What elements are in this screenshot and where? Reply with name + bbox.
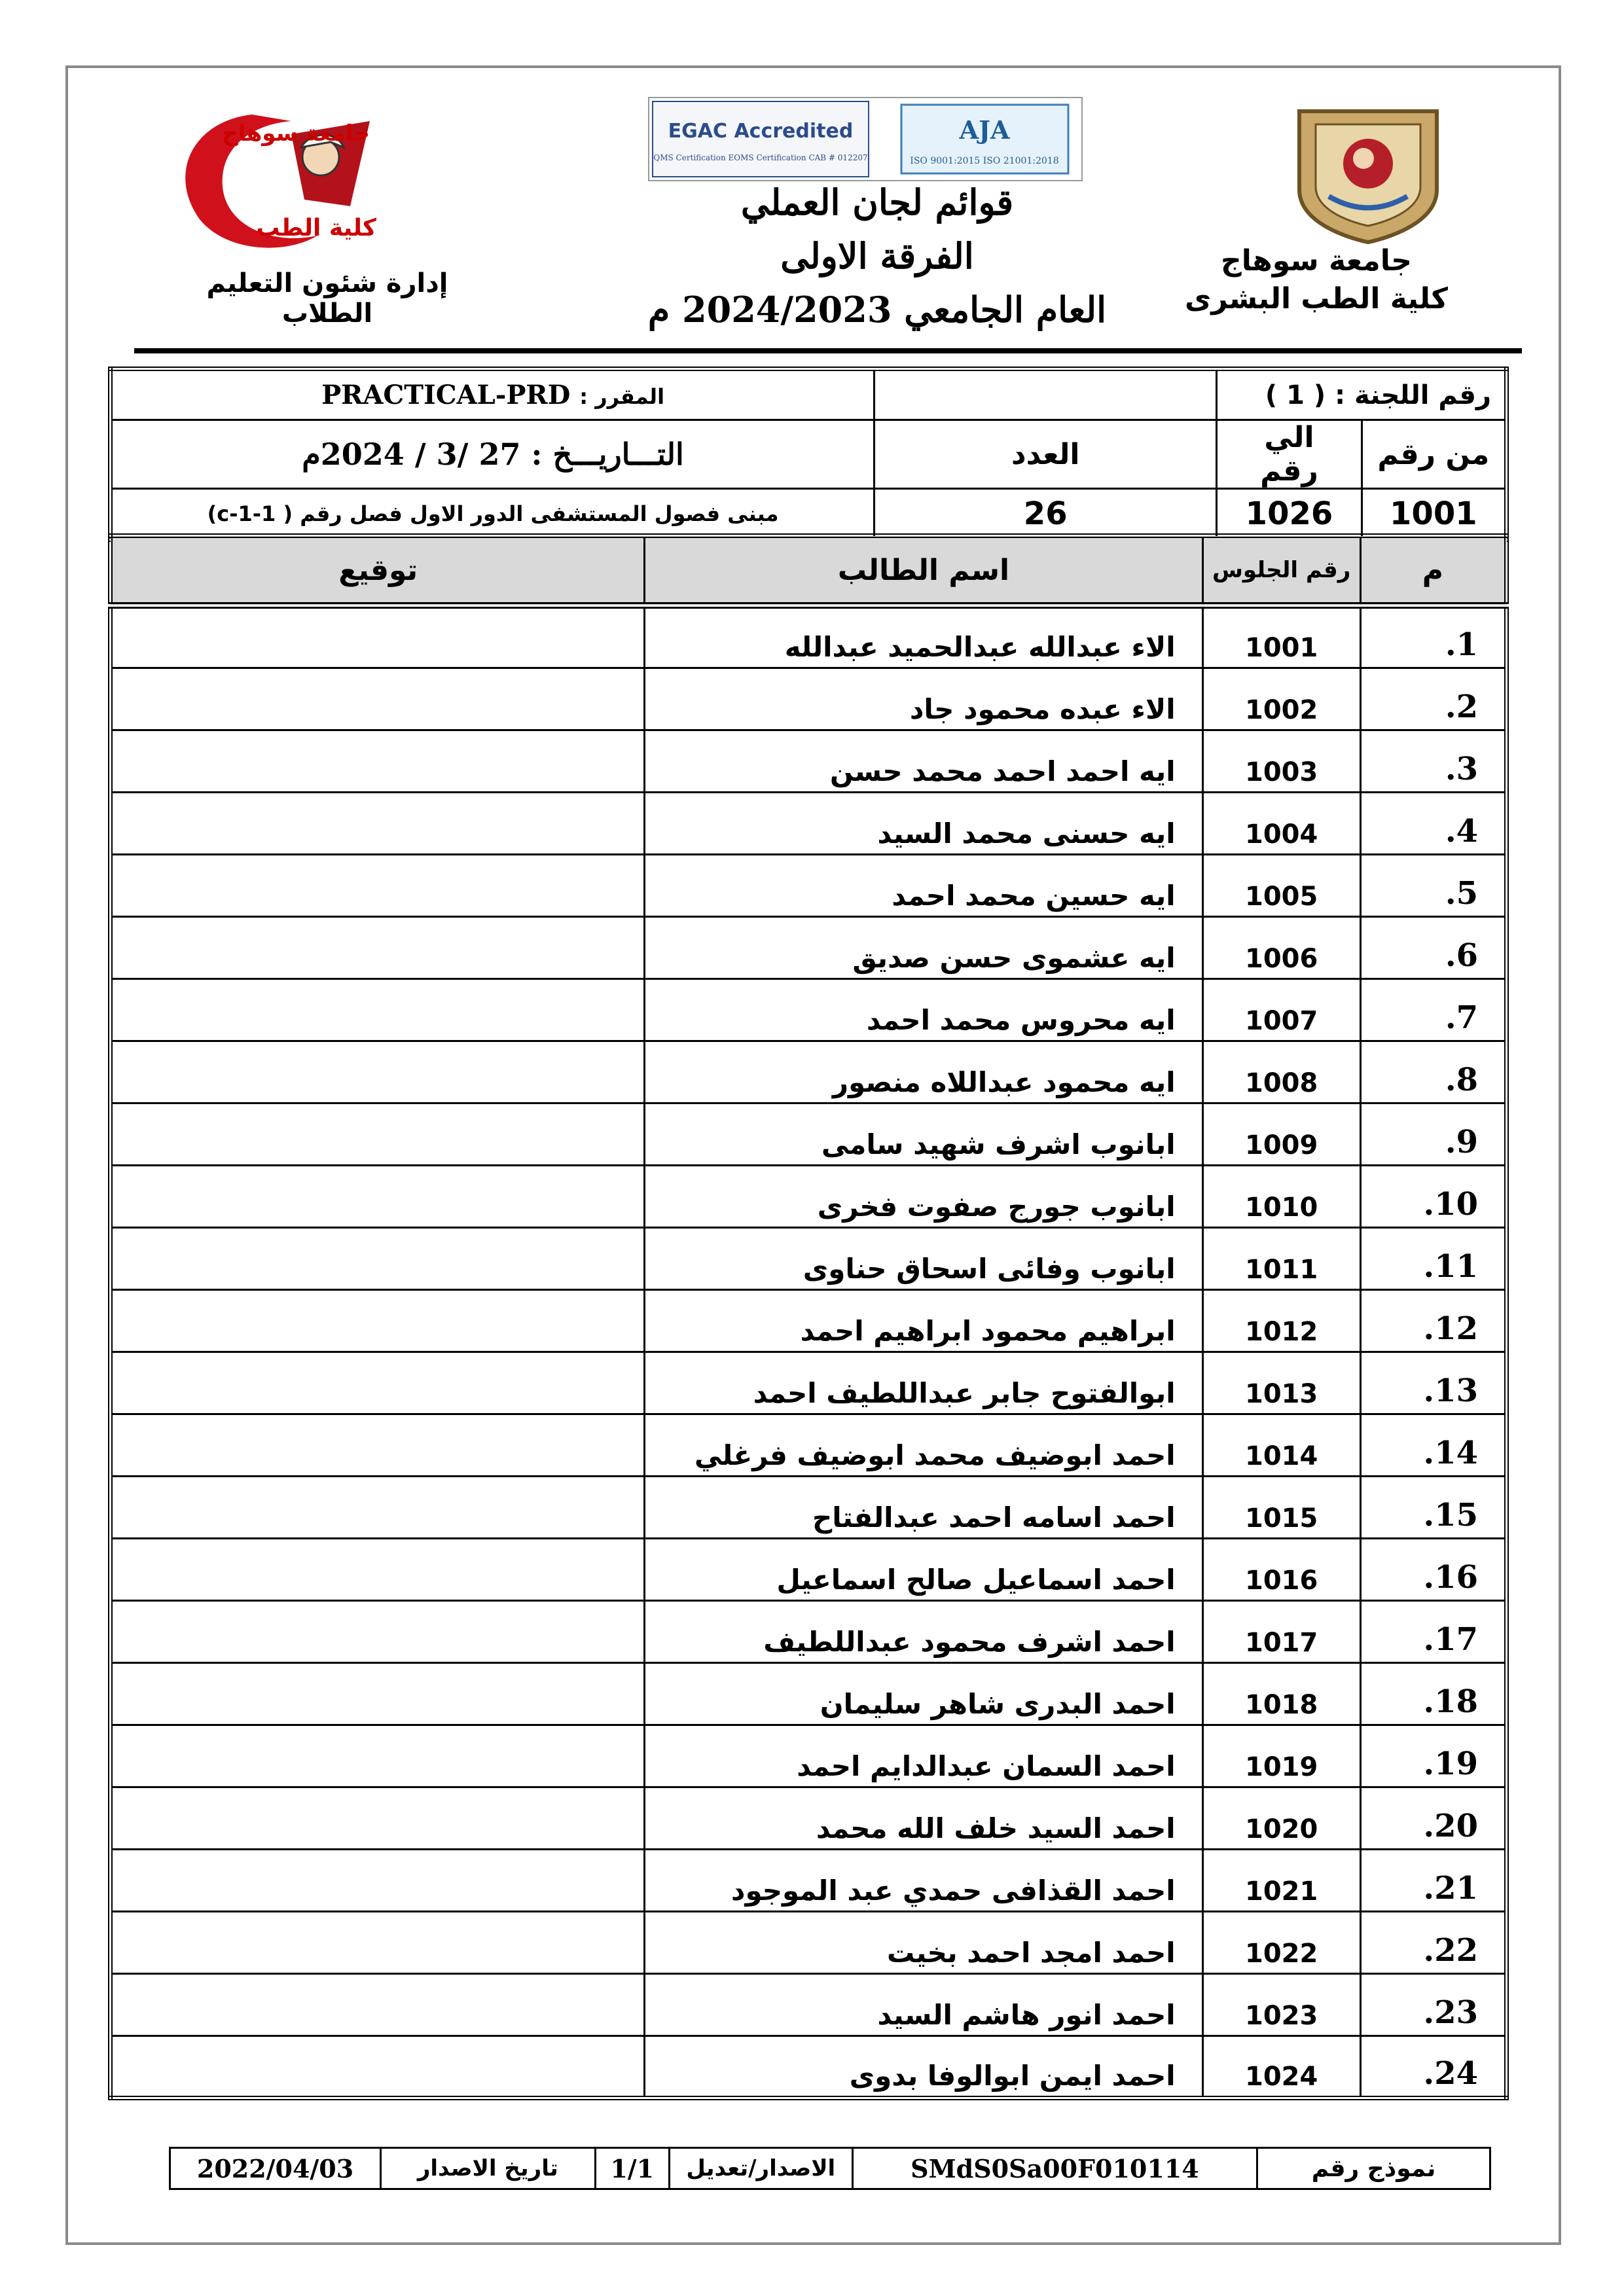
student-name: احمد ايمن ابوالوفا بدوى [645, 2036, 1202, 2098]
signature-cell [111, 605, 645, 668]
table-row [111, 978, 1507, 1041]
info-row-1 [111, 369, 1507, 420]
row-index: .12 [1360, 1289, 1506, 1352]
accreditation-logos [648, 97, 1083, 181]
issue-date-value: 2022/04/03 [170, 2148, 381, 2189]
seat-number: 1018 [1202, 1662, 1360, 1725]
row-index: .24 [1360, 2036, 1506, 2098]
seat-number: 1008 [1202, 1041, 1360, 1103]
form-number-label: نموذج رقم [1257, 2148, 1490, 2189]
university-name: جامعة سوهاج [1221, 244, 1412, 278]
signature-cell [111, 916, 645, 978]
row-index: .8 [1360, 1041, 1506, 1103]
signature-cell [111, 1165, 645, 1227]
signature-cell [111, 792, 645, 854]
row-index: .10 [1360, 1165, 1506, 1227]
location: مبنى فصول المستشفى الدور الاول فصل رقم ( c-1-1) [111, 489, 875, 540]
roster-header [111, 536, 1507, 606]
student-name: ابانوب وفائى اسحاق حناوى [645, 1227, 1202, 1289]
header-divider [134, 348, 1522, 353]
seat-number: 1020 [1202, 1787, 1360, 1849]
row-index: .16 [1360, 1538, 1506, 1600]
signature-cell [111, 1227, 645, 1289]
row-index: .15 [1360, 1476, 1506, 1538]
student-name: ابراهيم محمود ابراهيم احمد [645, 1289, 1202, 1352]
student-name: احمد البدرى شاهر سليمان [645, 1662, 1202, 1725]
count-value: 26 [875, 489, 1217, 540]
row-index: .21 [1360, 1849, 1506, 1911]
row-index: .4 [1360, 792, 1506, 854]
row-index: .23 [1360, 1973, 1506, 2036]
table-row [111, 1662, 1507, 1725]
document-title [583, 175, 1172, 336]
header-student-name: اسم الطالب [645, 536, 1202, 606]
date-cell [111, 420, 875, 489]
table-row [111, 730, 1507, 792]
table-row [111, 1476, 1507, 1538]
signature-cell [111, 1787, 645, 1849]
signature-cell [111, 1352, 645, 1414]
row-index: .17 [1360, 1600, 1506, 1662]
table-row [111, 668, 1507, 730]
title-line-1: قوائم لجان العملي [740, 181, 1014, 223]
seat-number: 1003 [1202, 730, 1360, 792]
info-row-2 [111, 420, 1507, 489]
seat-number: 1024 [1202, 2036, 1360, 2098]
version-value: 1/1 [595, 2148, 669, 2189]
roster-body [111, 605, 1507, 2098]
seat-number: 1013 [1202, 1352, 1360, 1414]
committee-number: رقم اللجنة : ( 1 ) [1217, 369, 1507, 420]
seat-number: 1006 [1202, 916, 1360, 978]
row-index: .18 [1360, 1662, 1506, 1725]
signature-cell [111, 1289, 645, 1352]
table-row [111, 1352, 1507, 1414]
date-value: 27 /3 / 2024م [302, 437, 521, 472]
department-name: إدارة شئون التعليم الطلاب [206, 268, 448, 329]
table-row [111, 1227, 1507, 1289]
row-index: .19 [1360, 1725, 1506, 1787]
title-line-3: العام الجامعي 2024/2023 م [647, 289, 1107, 331]
header-signature: توقيع [111, 536, 645, 606]
info-row-3 [111, 489, 1507, 540]
from-value: 1001 [1362, 489, 1506, 540]
row-index: .13 [1360, 1352, 1506, 1414]
signature-cell [111, 978, 645, 1041]
table-row [111, 1849, 1507, 1911]
seat-number: 1007 [1202, 978, 1360, 1041]
row-index: .3 [1360, 730, 1506, 792]
student-name: احمد امجد احمد بخيت [645, 1911, 1202, 1973]
table-row [111, 1103, 1507, 1165]
committee-info-table [108, 367, 1509, 542]
faculty-name: كلية الطب البشرى [1185, 282, 1448, 315]
student-name: احمد اشرف محمود عبداللطيف [645, 1600, 1202, 1662]
faculty-logo [154, 95, 412, 259]
student-name: احمد اسماعيل صالح اسماعيل [645, 1538, 1202, 1600]
row-index: .6 [1360, 916, 1506, 978]
to-value: 1026 [1217, 489, 1362, 540]
svg-text:جامعة سوهاج: جامعة سوهاج [222, 120, 370, 147]
signature-cell [111, 1725, 645, 1787]
seat-number: 1005 [1202, 854, 1360, 916]
seat-number: 1023 [1202, 1973, 1360, 2036]
seat-number: 1011 [1202, 1227, 1360, 1289]
university-emblem [1286, 98, 1450, 245]
row-index: .1 [1360, 605, 1506, 668]
student-name: احمد القذافى حمدي عبد الموجود [645, 1849, 1202, 1911]
signature-cell [111, 2036, 645, 2098]
student-name: الاء عبده محمود جاد [645, 668, 1202, 730]
seat-number: 1022 [1202, 1911, 1360, 1973]
seat-number: 1002 [1202, 668, 1360, 730]
student-name: احمد السمان عبدالدايم احمد [645, 1725, 1202, 1787]
table-row [111, 1041, 1507, 1103]
seat-number: 1021 [1202, 1849, 1360, 1911]
signature-cell [111, 1041, 645, 1103]
row-index: .7 [1360, 978, 1506, 1041]
student-name: احمد السيد خلف الله محمد [645, 1787, 1202, 1849]
student-name: احمد اسامه احمد عبدالفتاح [645, 1476, 1202, 1538]
course-cell [111, 369, 875, 420]
row-index: .2 [1360, 668, 1506, 730]
count-label: العدد [875, 420, 1217, 489]
student-name: ابانوب اشرف شهيد سامى [645, 1103, 1202, 1165]
seat-number: 1017 [1202, 1600, 1360, 1662]
signature-cell [111, 1600, 645, 1662]
signature-cell [111, 1538, 645, 1600]
signature-cell [111, 1476, 645, 1538]
issue-date-label: تاريخ الاصدار [381, 2148, 595, 2189]
seat-number: 1004 [1202, 792, 1360, 854]
header-seat-number: رقم الجلوس [1202, 536, 1360, 606]
table-row [111, 792, 1507, 854]
course-value: PRACTICAL-PRD [321, 380, 571, 410]
table-row [111, 916, 1507, 978]
row-index: .20 [1360, 1787, 1506, 1849]
row-index: .5 [1360, 854, 1506, 916]
signature-cell [111, 730, 645, 792]
form-footer [169, 2147, 1491, 2190]
seat-number: 1010 [1202, 1165, 1360, 1227]
svg-text:ISO 9001:2015 ISO 21001:2018: ISO 9001:2015 ISO 21001:2018 [910, 156, 1059, 166]
svg-text:AJA: AJA [959, 115, 1010, 145]
table-row [111, 1414, 1507, 1476]
table-row [111, 1600, 1507, 1662]
seat-number: 1019 [1202, 1725, 1360, 1787]
student-name: ابانوب جورج صفوت فخرى [645, 1165, 1202, 1227]
seat-number: 1014 [1202, 1414, 1360, 1476]
table-row [111, 605, 1507, 668]
signature-cell [111, 854, 645, 916]
student-name: ايه حسنى محمد السيد [645, 792, 1202, 854]
table-row [111, 1787, 1507, 1849]
seat-number: 1001 [1202, 605, 1360, 668]
student-name: ايه احمد احمد محمد حسن [645, 730, 1202, 792]
table-row [111, 1973, 1507, 2036]
accreditation-badges [649, 98, 1081, 180]
signature-cell [111, 1911, 645, 1973]
seat-number: 1012 [1202, 1289, 1360, 1352]
signature-cell [111, 1849, 645, 1911]
footer-row [170, 2148, 1490, 2189]
table-row [111, 1538, 1507, 1600]
version-label: الاصدار/تعديل [669, 2148, 852, 2189]
student-name: ايه حسين محمد احمد [645, 854, 1202, 916]
from-label: من رقم [1362, 420, 1506, 489]
svg-text:QMS Certification EOMS Certifi: QMS Certification EOMS Certification CAB # 012207 [653, 153, 868, 162]
student-name: ايه محروس محمد احمد [645, 978, 1202, 1041]
student-name: احمد انور هاشم السيد [645, 1973, 1202, 2036]
signature-cell [111, 1103, 645, 1165]
signature-cell [111, 1662, 645, 1725]
form-number-value: SMdS0Sa00F010114 [852, 2148, 1257, 2189]
university-heading [1179, 242, 1454, 318]
signature-cell [111, 1414, 645, 1476]
row-index: .22 [1360, 1911, 1506, 1973]
header-index: م [1360, 536, 1506, 606]
student-name: ابوالفتوح جابر عبداللطيف احمد [645, 1352, 1202, 1414]
to-label: الي رقم [1217, 420, 1362, 489]
student-roster-table [108, 533, 1509, 2100]
row-index: .9 [1360, 1103, 1506, 1165]
seat-number: 1016 [1202, 1538, 1360, 1600]
course-label: المقرر : [579, 384, 665, 409]
student-name: احمد ابوضيف محمد ابوضيف فرغلي [645, 1414, 1202, 1476]
student-name: ايه محمود عبداللاه منصور [645, 1041, 1202, 1103]
svg-text:كلية الطب: كلية الطب [256, 215, 376, 242]
svg-text:EGAC Accredited: EGAC Accredited [668, 120, 854, 143]
seat-number: 1015 [1202, 1476, 1360, 1538]
signature-cell [111, 668, 645, 730]
empty-cell [875, 369, 1217, 420]
table-row [111, 1725, 1507, 1787]
signature-cell [111, 1973, 645, 2036]
row-index: .11 [1360, 1227, 1506, 1289]
title-line-2: الفرقة الاولى [780, 235, 974, 277]
date-label: التـــاريـــخ : [531, 437, 684, 472]
seat-number: 1009 [1202, 1103, 1360, 1165]
table-row [111, 1165, 1507, 1227]
row-index: .14 [1360, 1414, 1506, 1476]
student-name: الاء عبدالله عبدالحميد عبدالله [645, 605, 1202, 668]
table-row [111, 1911, 1507, 1973]
student-name: ايه عشموى حسن صديق [645, 916, 1202, 978]
table-row [111, 854, 1507, 916]
table-row [111, 1289, 1507, 1352]
table-row [111, 2036, 1507, 2098]
